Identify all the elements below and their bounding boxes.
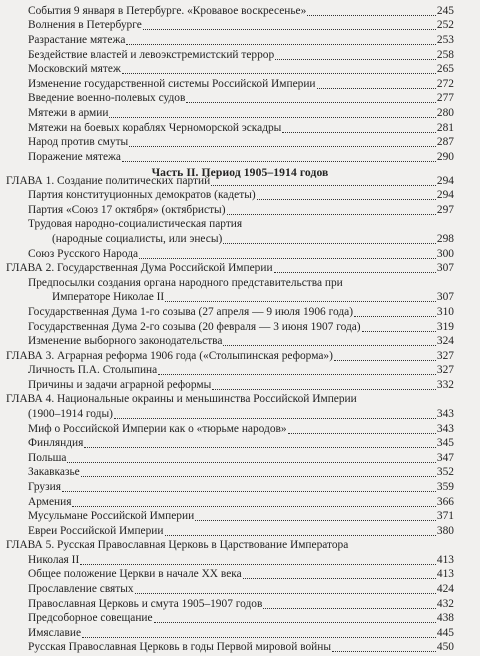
dot-leader (186, 102, 436, 103)
dot-leader (139, 258, 436, 259)
toc-entry-page: 297 (436, 204, 454, 216)
toc-entry-page: 432 (436, 598, 454, 610)
toc-entry-title: Партия конституционных демократов (кадеты) (28, 189, 256, 201)
dot-leader (195, 520, 436, 521)
dot-leader (67, 462, 435, 463)
toc-entry-title: Изменение государственной системы Российской Империи (28, 78, 316, 90)
toc-entry-page: 424 (436, 583, 454, 595)
toc-entry-title: Изменение выборного законодательства (28, 335, 223, 347)
toc-entry-page: 345 (436, 437, 454, 449)
toc-entry-title: ГЛАВА 2. Государственная Дума Российской Империи (6, 262, 273, 274)
toc-entry-page: 371 (436, 510, 454, 522)
toc-entry-page: 332 (436, 379, 454, 391)
toc-entry-page: 352 (436, 466, 454, 478)
toc-entry-page: 366 (436, 496, 454, 508)
dot-leader (332, 651, 436, 652)
toc-entry-title: (народные социалисты, или энесы) (52, 233, 223, 245)
toc-entry-title: Бездействие властей и левоэкстремистский террор (28, 49, 275, 61)
toc-entry-page: 327 (436, 350, 454, 362)
toc-entry-title: События 9 января в Петербурге. «Кровавое воскресенье» (28, 5, 307, 17)
dot-leader (165, 535, 436, 536)
toc-entry-page: 413 (436, 568, 454, 580)
toc-entry-title: Финляндия (28, 437, 84, 449)
toc-entry-title: Введение военно-полевых судов (28, 92, 186, 104)
toc-entry-page: 413 (436, 554, 454, 566)
toc-entry-title: Миф о Российской Империи как о «тюрьме народов» (28, 423, 287, 435)
toc-entry-title: Народ против смуты (28, 136, 129, 148)
toc-entry-page: 280 (436, 107, 454, 119)
toc-entry-title: Общее положение Церкви в начале XX века (28, 568, 242, 580)
toc-entry-page: 294 (436, 189, 454, 201)
dot-leader (126, 44, 436, 45)
toc-entry-page: 245 (436, 5, 454, 17)
dot-leader (223, 345, 435, 346)
toc-entry-page: 359 (436, 481, 454, 493)
toc-entry-title: Мятежи на боевых кораблях Черноморской эскадры (28, 122, 282, 134)
toc-entry-page: 445 (436, 627, 454, 639)
toc-entry-title: Московский мятеж (28, 63, 121, 75)
toc-entry-title: Предпосылки создания органа народного представительства при (28, 277, 343, 289)
dot-leader (257, 199, 436, 200)
toc-entry-title: Разрастание мятежа (28, 34, 126, 46)
dot-leader (212, 389, 436, 390)
toc-entry-title: ГЛАВА 5. Русская Православная Церковь в Царствование Императора (6, 539, 349, 551)
toc-entry-page: 324 (436, 335, 454, 347)
dot-leader (223, 243, 436, 244)
toc-entry-page: 307 (436, 262, 454, 274)
toc-entry-title: Православная Церковь и смута 1905–1907 годов (28, 598, 263, 610)
toc-entry-title: Армения (28, 496, 72, 508)
toc-entry-page: 319 (436, 321, 454, 333)
toc-entry-page: 347 (436, 452, 454, 464)
dot-leader (263, 608, 436, 609)
dot-leader (129, 146, 436, 147)
toc-entry-title: (1900–1914 годы) (28, 408, 113, 420)
toc-entry (0, 149, 480, 166)
toc-entry-title: Прославление святых (28, 583, 134, 595)
dot-leader (80, 564, 436, 565)
dot-leader (158, 374, 436, 375)
dot-leader (354, 316, 436, 317)
toc-entry-title: Предсоборное совещание (28, 612, 153, 624)
toc-entry-title: Императоре Николае II (52, 291, 165, 303)
dot-leader (122, 73, 436, 74)
toc-entry-title: Государственная Дума 1-го созыва (27 апреля — 9 июля 1906 года) (28, 306, 353, 318)
dot-leader (243, 578, 436, 579)
toc-entry-page: 258 (436, 49, 454, 61)
dot-leader (288, 433, 436, 434)
toc-entry-title: Волнения в Петербурге (28, 19, 142, 31)
toc-entry-page: 380 (436, 525, 454, 537)
toc-entry-page: 343 (436, 408, 454, 420)
toc-entry-title: Имяславие (28, 627, 81, 639)
dot-leader (114, 418, 436, 419)
toc-entry-title: Николая II (28, 554, 80, 566)
toc-entry-page: 277 (436, 92, 454, 104)
toc-entry-title: Мятежи в армии (28, 107, 109, 119)
dot-leader (211, 185, 436, 186)
toc-entry-page: 450 (436, 641, 454, 653)
dot-leader (81, 476, 436, 477)
toc-entry-page: 287 (436, 136, 454, 148)
toc-entry-title: ГЛАВА 1. Создание политических партий (6, 175, 211, 187)
dot-leader (165, 301, 436, 302)
dot-leader (307, 15, 436, 16)
toc-entry-page: 343 (436, 423, 454, 435)
toc-entry-title: Поражение мятежа (28, 151, 121, 163)
dot-leader (274, 272, 436, 273)
toc-entry-title: Закавказье (28, 466, 80, 478)
toc-entry-title: Причины и задачи аграрной реформы (28, 379, 212, 391)
dot-leader (334, 360, 436, 361)
toc-entry-title: ГЛАВА 3. Аграрная реформа 1906 года («Столыпинская реформа») (6, 350, 333, 362)
dot-leader (275, 59, 436, 60)
toc-entry-page: 252 (436, 19, 454, 31)
toc-entry-page: 294 (436, 175, 454, 187)
toc-entry-page: 290 (436, 151, 454, 163)
toc-entry-page: 300 (436, 248, 454, 260)
toc-entry-page: 310 (436, 306, 454, 318)
toc-entry-page: 298 (436, 233, 454, 245)
dot-leader (62, 491, 436, 492)
toc-entry-page: 438 (436, 612, 454, 624)
dot-leader (82, 637, 436, 638)
toc-entry-title: Мусульмане Российской Империи (28, 510, 195, 522)
toc-entry-page: 272 (436, 78, 454, 90)
dot-leader (109, 117, 435, 118)
toc-entry-title: Трудовая народно-социалистическая партия (28, 218, 243, 230)
toc-entry-page: 253 (436, 34, 454, 46)
toc-entry-page: 281 (436, 122, 454, 134)
dot-leader (143, 29, 436, 30)
toc-entry-title: Личность П.А. Столыпина (28, 364, 158, 376)
toc-entry-page: 307 (436, 291, 454, 303)
toc-entry-page: 327 (436, 364, 454, 376)
toc-entry-title: ГЛАВА 4. Национальные окраины и меньшинства Российской Империи (6, 393, 357, 405)
dot-leader (362, 331, 436, 332)
toc-entry-title: Евреи Российской Империи (28, 525, 164, 537)
toc-entry-title: Партия «Союз 17 октября» (октябристы) (28, 204, 226, 216)
part-title: Часть II. Период 1905–1914 годов (151, 166, 329, 179)
dot-leader (227, 214, 436, 215)
dot-leader (317, 88, 436, 89)
toc-entry-page: 265 (436, 63, 454, 75)
dot-leader (72, 506, 435, 507)
dot-leader (154, 622, 436, 623)
toc-entry-title: Польша (28, 452, 67, 464)
toc-entry (0, 639, 480, 656)
toc-entry-title: Союз Русского Народа (28, 248, 139, 260)
dot-leader (135, 593, 436, 594)
toc-entry-title: Русская Православная Церковь в годы Первой мировой войны (28, 641, 332, 653)
toc-entry-title: Государственная Дума 2-го созыва (20 февраля — 3 июня 1907 года) (28, 321, 361, 333)
dot-leader (282, 132, 436, 133)
toc-entry-title: Грузия (28, 481, 61, 493)
dot-leader (122, 161, 436, 162)
dot-leader (84, 447, 436, 448)
